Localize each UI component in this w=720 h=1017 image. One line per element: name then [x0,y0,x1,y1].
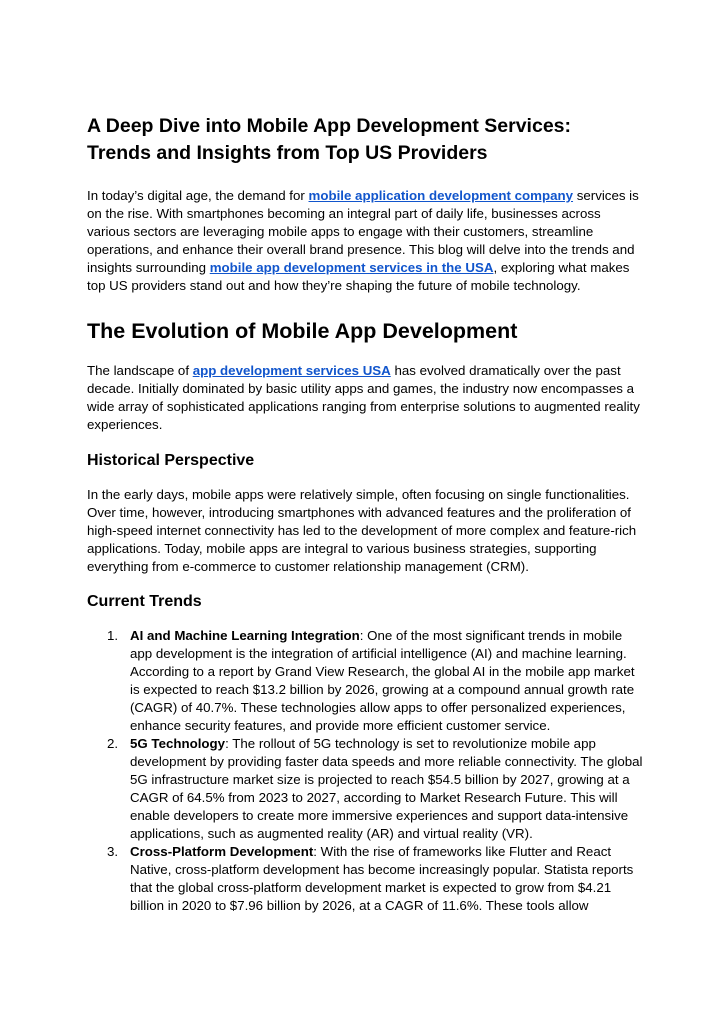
list-number: 3. [107,844,119,859]
intro-text-3: , exploring what makes top US providers stand out and how they’re shaping the future of mobile technology. [87,260,630,293]
intro-paragraph [87,187,647,295]
link-app-development-services-usa[interactable]: app development services USA [192,363,391,378]
list-item [87,735,647,843]
list-item-text: : The rollout of 5G technology is set to revolutionize mobile app development by providing faster data speeds and more reliable connectivity. The global 5G infrastructure market size is projected to reach $54.5 billion by 2027, growing at a CAGR of 64.5% from 2023 to 2027, according to Market Research Future. This will enable developers to create more immersive experiences and support data-intensive applications, such as augmented reality (AR) and virtual reality (VR). [130,736,643,841]
list-item-title: Cross-Platform Development [130,844,314,859]
link-mobile-application-development-company[interactable]: mobile application development company [308,188,574,203]
list-item [87,627,647,735]
heading-current-trends: Current Trends [87,593,202,610]
document-content [87,113,647,915]
list-item-text: : One of the most significant trends in mobile app development is the integration of artificial intelligence (AI) and machine learning. According to a report by Grand View Research, the global AI in the mobile app market is expected to reach $13.2 billion by 2026, growing at a compound annual growth rate (CAGR) of 40.7%. These technologies allow apps to offer personalized experiences, enhance security features, and provide more efficient customer service. [130,628,635,733]
title-line-2: Trends and Insights from Top US Providers [87,142,488,164]
title-line-1: A Deep Dive into Mobile App Development Services: [87,115,571,137]
list-item-title: 5G Technology [130,736,226,751]
list-item [87,843,647,915]
evolution-text-2: has evolved dramatically over the past decade. Initially dominated by basic utility apps and games, the industry now encompasses a wide array of sophisticated applications ranging from enterprise solutions to augmented reality experiences. [87,363,640,432]
document-title [87,113,647,167]
evolution-paragraph [87,362,647,434]
evolution-text-1: The landscape of [87,363,193,378]
heading-historical-perspective: Historical Perspective [87,452,255,469]
historical-paragraph: In the early days, mobile apps were relatively simple, often focusing on single functionalities. Over time, however, introducing smartphones with advanced features and the proliferation of high-speed internet connectivity has led to the development of more complex and feature-rich applications. Today, mobile apps are integral to various business strategies, supporting everything from e-commerce to customer relationship management (CRM). [87,487,637,574]
intro-text-2: services is on the rise. With smartphones becoming an integral part of daily life, businesses across various sectors are leveraging mobile apps to engage with their customers, streamline operations, and enhance their overall brand presence. This blog will delve into the trends and insights surrounding [87,188,639,275]
list-item-text: : With the rise of frameworks like Flutter and React Native, cross-platform development has become increasingly popular. Statista reports that the global cross-platform development market is expected to grow from $4.21 billion in 2020 to $7.96 billion by 2026, at a CAGR of 11.6%. These tools allow [130,844,634,913]
intro-text-1: In today’s digital age, the demand for [87,188,309,203]
heading-evolution: The Evolution of Mobile App Development [87,319,518,343]
list-number: 2. [107,736,119,751]
list-number: 1. [107,628,119,643]
current-trends-list [87,627,647,915]
list-item-title: AI and Machine Learning Integration [130,628,360,643]
link-mobile-app-development-services-usa[interactable]: mobile app development services in the USA [209,260,494,275]
